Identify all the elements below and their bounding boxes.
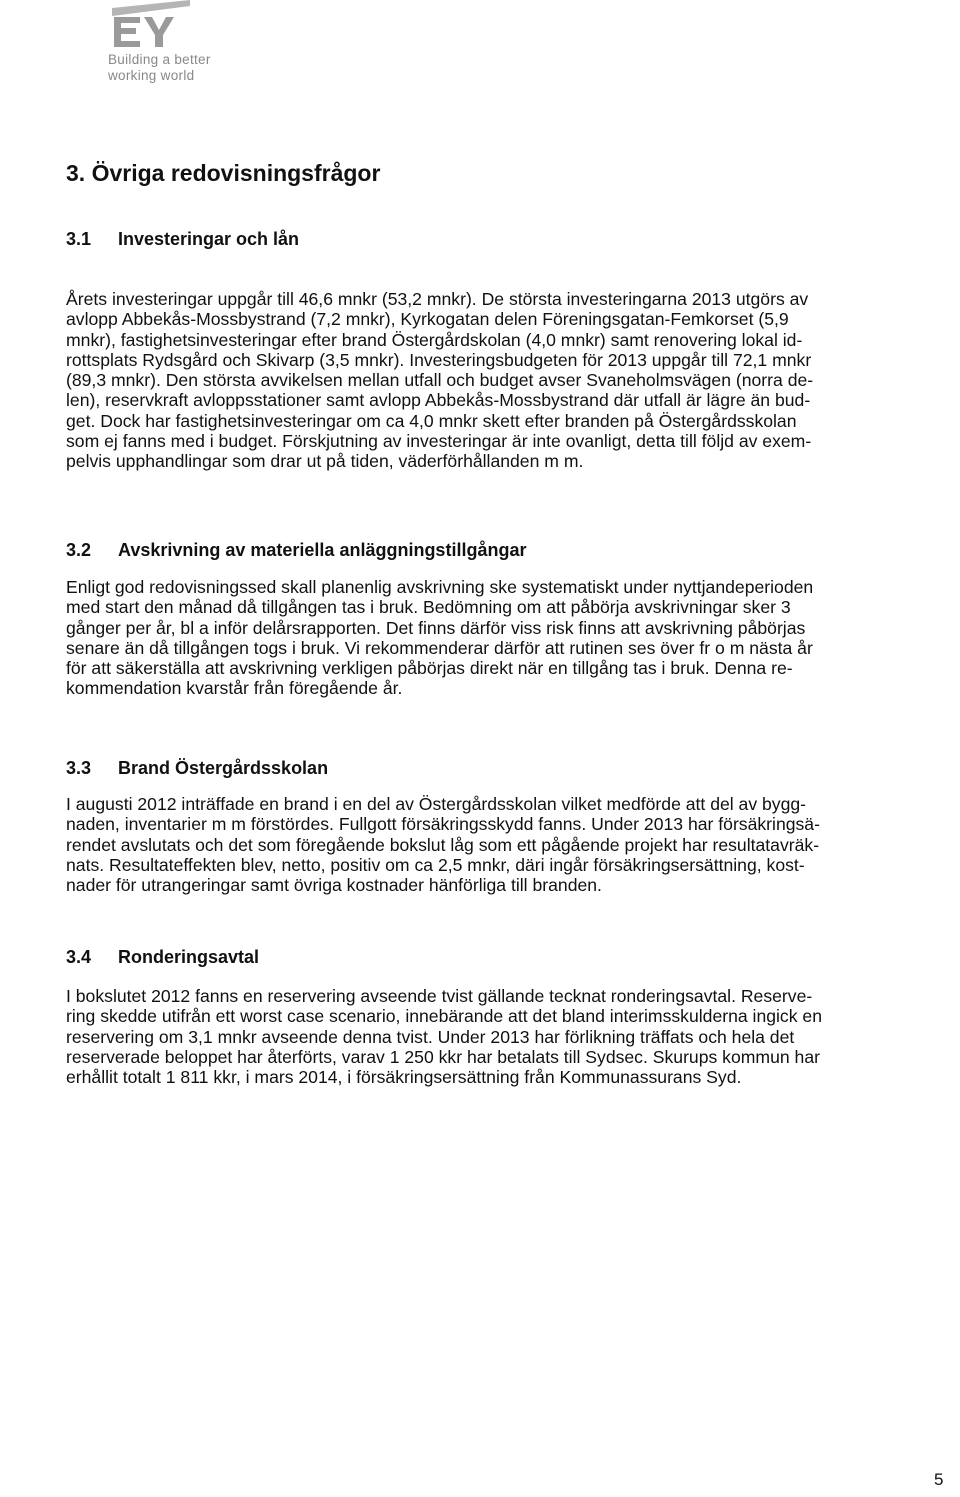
text-line: get. Dock har fastighetsinvesteringar om ca 4,0 mnkr skett efter branden på Östergårdsskolan	[66, 410, 797, 431]
text-line: som ej fanns med i budget. Förskjutning av investeringar är inte ovanligt, detta till följd av exem-	[66, 431, 812, 452]
section-number: 3.2	[66, 540, 92, 560]
tagline-line-1: Building a better	[108, 52, 211, 67]
text-line: I bokslutet 2012 fanns en reservering avseende tvist gällande tecknat ronderingsavtal. Reserve-	[66, 986, 813, 1006]
text-line: pelvis upphandlingar som drar ut på tiden, väderförhållanden m m.	[66, 451, 584, 472]
section-heading-3-1	[66, 229, 299, 250]
text-line: reservering om 3,1 mnkr avseende denna tvist. Under 2013 har förlikning träffats och hela det	[66, 1026, 795, 1047]
section-title: Investeringar och lån	[118, 229, 300, 249]
text-line: senare än då tillgången togs i bruk. Vi rekommenderar därför att rutinen ses över fr o m nästa år	[66, 637, 813, 658]
section-title: Brand Östergårdsskolan	[118, 758, 329, 778]
section-number: 3.3	[66, 758, 92, 778]
text-line: mnkr), fastighetsinvesteringar efter brand Östergårdskolan (4,0 mnkr) samt renovering lokal id-	[66, 329, 803, 350]
text-line: Enligt god redovisningssed skall planenlig avskrivning ske systematiskt under nyttjandeperioden	[66, 577, 814, 597]
text-line: för att säkerställa att avskrivning verkligen påbörjas direkt när en tillgång tas i bruk. Denna re-	[66, 658, 793, 679]
section-body-3-4	[66, 986, 946, 1087]
text-line: kommendation kvarstår från föregående år.	[66, 678, 403, 699]
text-line: Årets investeringar uppgår till 46,6 mnkr (53,2 mnkr). De största investeringarna 2013 utgörs av	[66, 289, 809, 309]
page-number: 5	[934, 1470, 944, 1489]
text-line: (89,3 mnkr). Den största avvikelsen mellan utfall och budget avser Svaneholmsvägen (norra de-	[66, 370, 814, 391]
text-line: med start den månad då tillgången tas i bruk. Bedömning om att påbörja avskrivningar sker 3	[66, 597, 791, 618]
text-line: avlopp Abbekås-Mossbystrand (7,2 mnkr), Kyrkogatan delen Föreningsgatan-Femkorset (5,9	[66, 309, 789, 330]
section-body-3-1	[66, 289, 946, 472]
text-line: ring skedde utifrån ett worst case scenario, innebärande att det bland interimsskulderna ingick en	[66, 1006, 822, 1027]
text-line: I augusti 2012 inträffade en brand i en del av Östergårdsskolan vilket medförde att del av bygg-	[66, 794, 807, 814]
text-line: reserverade beloppet har återförts, varav 1 250 kkr har betalats till Sydsec. Skurups kommun har	[66, 1046, 820, 1067]
tagline-line-2: working world	[108, 68, 195, 83]
text-line: nader för utrangeringar samt övriga kostnader hänförliga till branden.	[66, 875, 602, 896]
text-line: len), reservkraft avloppsstationer samt avlopp Abbekås-Mossbystrand där utfall är lägre än bud-	[66, 390, 811, 411]
section-body-3-2	[66, 577, 946, 699]
text-line: rendet avslutats och det som föregående bokslut låg som ett pågående projekt har resultatavräk-	[66, 834, 820, 855]
page-title-text: Övriga redovisningsfrågor	[91, 160, 381, 186]
text-line: naden, inventarier m m förstördes. Fullgott försäkringsskydd fanns. Under 2013 har försäkringsä-	[66, 814, 820, 835]
section-number: 3.1	[66, 229, 92, 249]
section-heading-3-4	[66, 947, 259, 968]
text-line: nats. Resultateffekten blev, netto, positiv om ca 2,5 mnkr, däri ingår försäkringsersättning, kost-	[66, 854, 805, 875]
section-title: Ronderingsavtal	[118, 947, 260, 967]
ey-logo-mark	[112, 0, 192, 50]
section-number: 3.4	[66, 947, 92, 967]
section-body-3-3	[66, 794, 946, 895]
ey-logo	[108, 0, 228, 100]
ey-tagline	[108, 52, 211, 84]
page-title	[66, 160, 380, 187]
text-line: gånger per år, bl a inför delårsrapporten. Det finns därför viss risk finns att avskrivning påbörjas	[66, 617, 806, 638]
section-title: Avskrivning av materiella anläggningstillgångar	[118, 540, 527, 560]
section-heading-3-3	[66, 758, 328, 779]
text-line: erhållit totalt 1 811 kkr, i mars 2014, i försäkringsersättning från Kommunassurans Syd.	[66, 1067, 742, 1088]
section-heading-3-2	[66, 540, 526, 561]
text-line: rottsplats Rydsgård och Skivarp (3,5 mnkr). Investeringsbudgeten för 2013 uppgår till 72,1 mnkr	[66, 349, 812, 370]
page-title-number: 3.	[66, 160, 86, 186]
